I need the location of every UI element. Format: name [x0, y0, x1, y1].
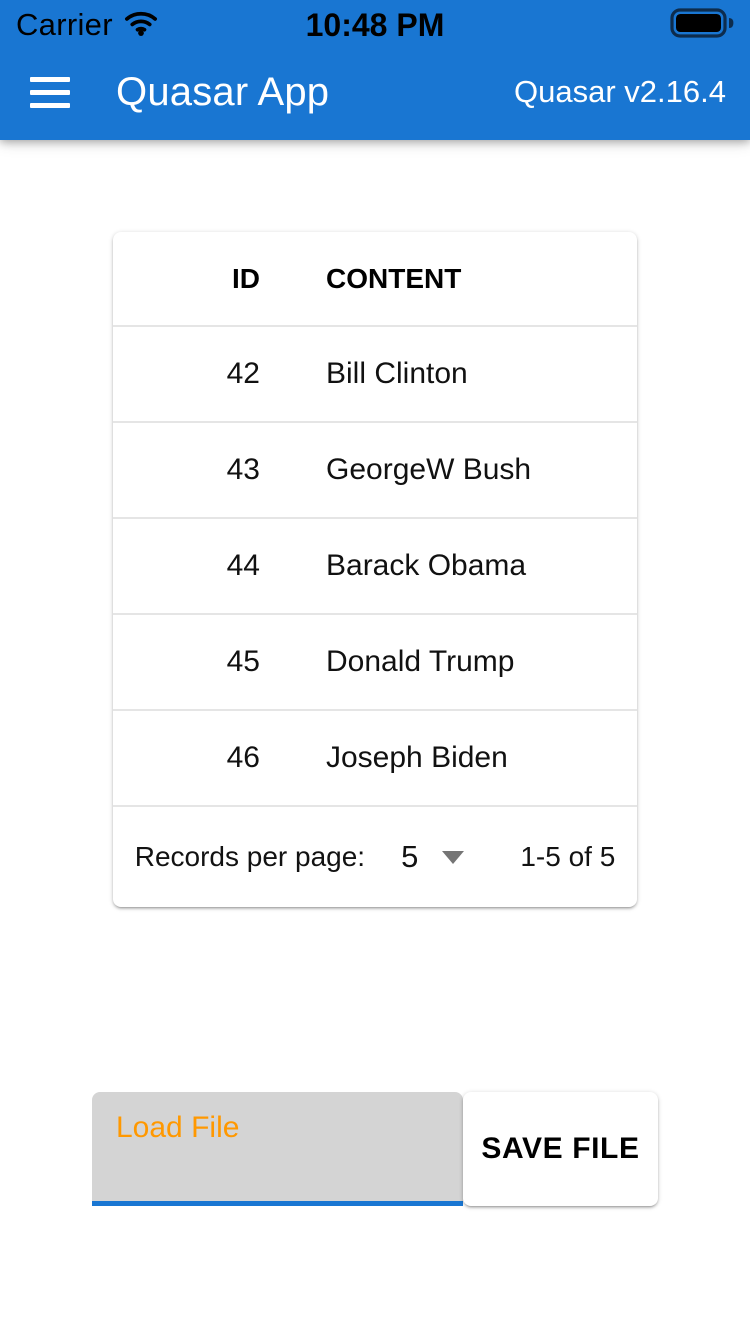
- cell-content: Bill Clinton: [326, 357, 468, 390]
- cell-content: Barack Obama: [326, 549, 527, 582]
- load-file-input[interactable]: [92, 1092, 463, 1206]
- file-controls: [92, 1092, 658, 1206]
- cell-id: 44: [226, 549, 260, 582]
- table-header-row: [113, 232, 637, 327]
- records-table-card: [113, 232, 637, 907]
- column-header-id: ID: [232, 262, 260, 294]
- cell-id: 45: [226, 645, 260, 678]
- table-row: [113, 615, 637, 711]
- table-row: [113, 711, 637, 807]
- records-per-page-value: 5: [401, 839, 419, 874]
- carrier-label: Carrier: [16, 7, 113, 42]
- menu-icon[interactable]: [24, 64, 80, 120]
- save-file-button[interactable]: SAVE FILE: [463, 1092, 658, 1206]
- toolbar: [0, 44, 750, 140]
- table-pagination: [113, 807, 637, 907]
- table-row: [113, 327, 637, 423]
- cell-content: Joseph Biden: [326, 741, 508, 774]
- table-row: [113, 519, 637, 615]
- page-title: Quasar App: [116, 69, 330, 114]
- cell-id: 42: [226, 357, 260, 390]
- status-time: 10:48 PM: [305, 6, 445, 43]
- app-header: [0, 0, 750, 140]
- cell-id: 43: [226, 453, 260, 486]
- pagination-range-label: 1-5 of 5: [520, 841, 616, 872]
- cell-id: 46: [226, 741, 260, 774]
- load-file-label: Load File: [116, 1111, 240, 1144]
- cell-content: Donald Trump: [326, 645, 515, 678]
- records-per-page-label: Records per page:: [134, 841, 366, 872]
- status-bar: [0, 0, 750, 44]
- table-row: [113, 423, 637, 519]
- version-label: Quasar v2.16.4: [514, 74, 726, 109]
- cell-content: GeorgeW Bush: [326, 453, 532, 486]
- column-header-content: CONTENT: [326, 262, 462, 294]
- chevron-down-icon: [442, 851, 464, 864]
- records-per-page-select[interactable]: [401, 839, 464, 875]
